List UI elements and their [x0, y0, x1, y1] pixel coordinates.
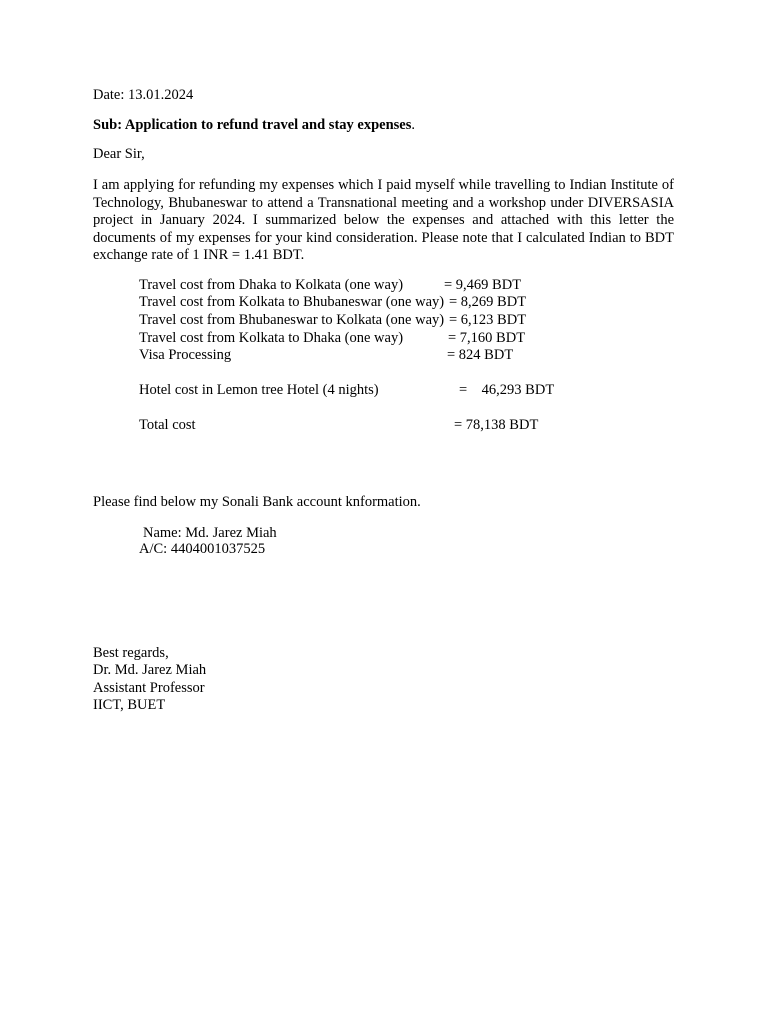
- expense-label: Travel cost from Kolkata to Dhaka (one way): [139, 330, 404, 346]
- expense-label: Travel cost from Bhubaneswar to Kolkata (one way): [139, 312, 445, 328]
- expense-amount: = 6,123 BDT: [449, 312, 527, 328]
- body-paragraph: I am applying for refunding my expenses which I paid myself while travelling to Indian Institute of Technology, Bhubaneswar to attend a Transnational meeting and a workshop under DIVERSASIA project in January 2024. I summarized below the expenses and attached with this letter the documents of my expenses for your kind consideration. Please note that I calculated Indian to BDT exchange rate of 1 INR = 1.41 BDT.: [93, 177, 674, 264]
- closing: Best regards,: [93, 645, 169, 661]
- expense-amount: = 7,160 BDT: [448, 330, 526, 346]
- expense-label: Travel cost from Kolkata to Bhubaneswar (one way): [139, 294, 445, 310]
- letter-subject: [93, 116, 415, 134]
- expense-label: Visa Processing: [139, 347, 232, 363]
- expense-amount: = 8,269 BDT: [449, 294, 527, 310]
- total-amount: = 78,138 BDT: [454, 417, 539, 433]
- signatory-name: Dr. Md. Jarez Miah: [93, 662, 207, 678]
- hotel-label: Hotel cost in Lemon tree Hotel (4 nights): [139, 382, 379, 398]
- bank-account-number: A/C: 4404001037525: [139, 541, 266, 557]
- expense-amount: = 824 BDT: [447, 347, 514, 363]
- expense-amount: = 9,469 BDT: [444, 277, 522, 293]
- signatory-org: IICT, BUET: [93, 697, 166, 713]
- expense-label: Travel cost from Dhaka to Kolkata (one way): [139, 277, 404, 293]
- total-label: Total cost: [139, 417, 196, 433]
- bank-account-name: Name: Md. Jarez Miah: [143, 525, 277, 541]
- letter-date: Date: 13.01.2024: [93, 87, 194, 103]
- subject-text: Sub: Application to refund travel and stay expenses: [93, 117, 412, 133]
- signatory-title: Assistant Professor: [93, 680, 205, 696]
- bank-intro: Please find below my Sonali Bank account knformation.: [93, 494, 421, 510]
- subject-period: .: [411, 117, 415, 133]
- salutation: Dear Sir,: [93, 146, 145, 162]
- hotel-amount: = 46,293 BDT: [459, 382, 555, 398]
